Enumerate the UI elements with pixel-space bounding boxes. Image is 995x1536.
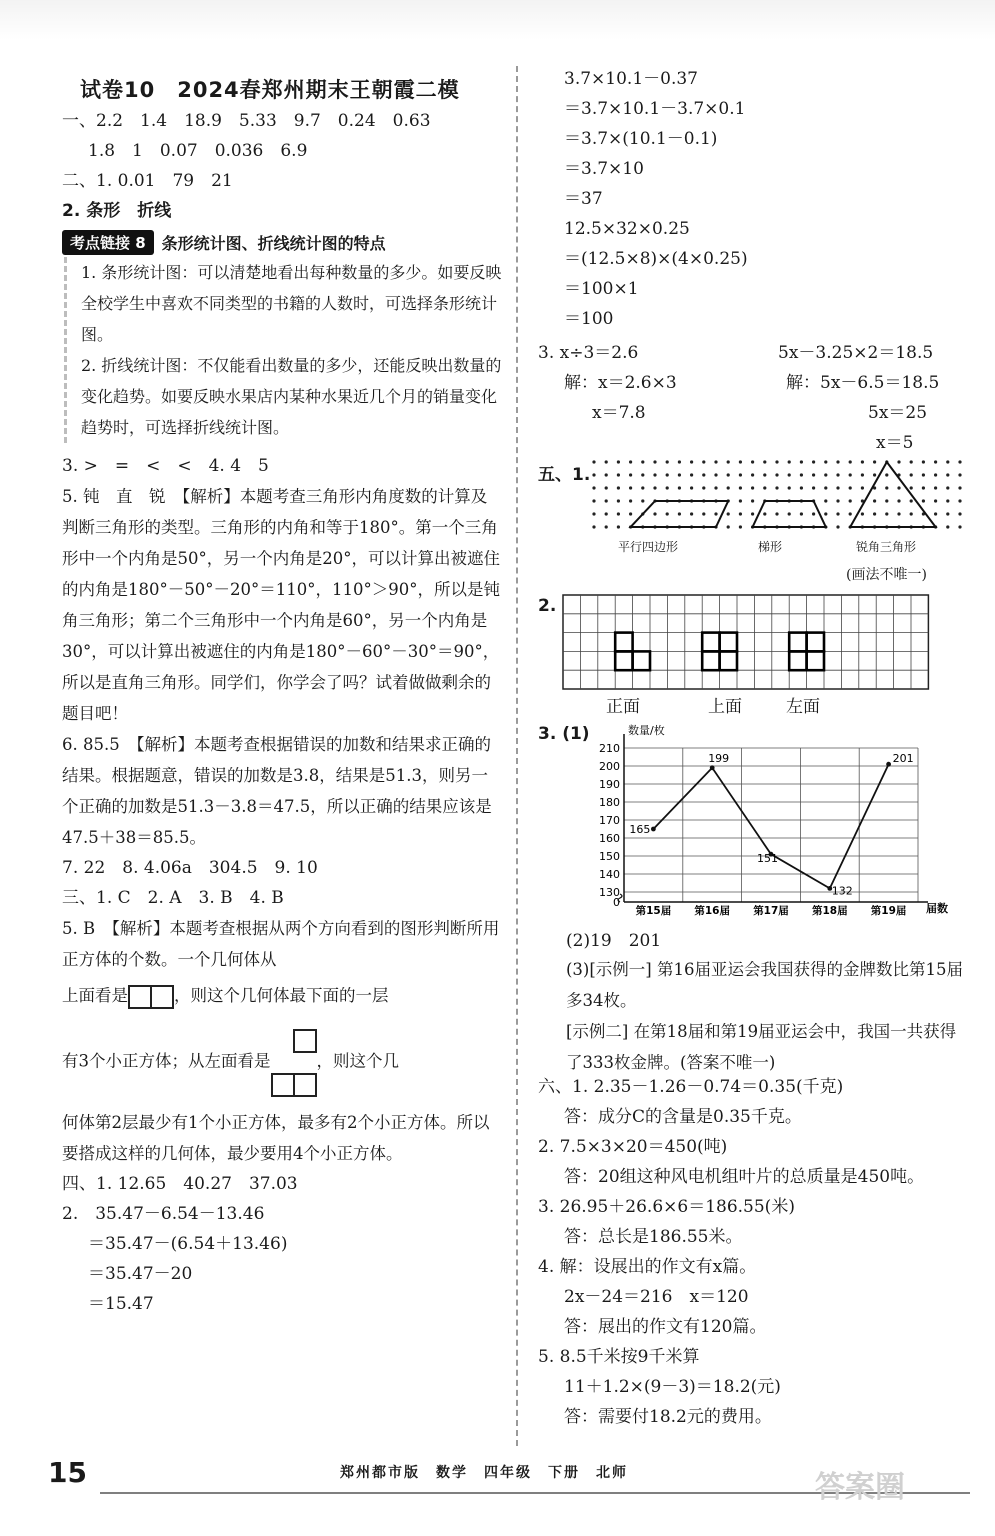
grid-dot <box>897 512 900 515</box>
grid-dot <box>800 460 803 463</box>
grid-dot <box>934 499 937 502</box>
grid-dot <box>946 486 949 489</box>
grid-dot <box>605 460 608 463</box>
chart-data-label: 165 <box>629 823 651 836</box>
chart-ytick-label: 190 <box>599 778 620 791</box>
chart-xtick-label: 第16届 <box>694 905 731 917</box>
grid-dot <box>727 486 730 489</box>
left-view-cell <box>789 651 806 670</box>
grid-dot <box>714 486 717 489</box>
chart-ytick-label: 150 <box>599 850 620 863</box>
equation-b-line-2: 解：5x－6.5＝18.5 <box>786 373 940 393</box>
page-number: 15 <box>48 1456 87 1489</box>
grid-dot <box>763 473 766 476</box>
grid-dot <box>836 460 839 463</box>
answer-5-3-3-example-1: (3)[示例一] 第16届亚运会我国获得的金牌数比第15届多34枚。 <box>566 960 963 1010</box>
view-label-front: 正面 <box>606 697 640 717</box>
section-6 <box>538 1072 924 1432</box>
grid-dot <box>958 512 961 515</box>
line-chart <box>588 720 968 920</box>
grid-dot <box>861 486 864 489</box>
calc-2-line-3: ＝100×1 <box>564 279 639 299</box>
grid-dot <box>897 499 900 502</box>
grid-dot <box>678 486 681 489</box>
grid-dot <box>629 473 632 476</box>
q5-1-label: 五、1. <box>538 465 591 485</box>
answer-6-5-calc: 11＋1.2×(9－3)＝18.2(元) <box>564 1377 781 1397</box>
grid-dot <box>739 473 742 476</box>
grid-dot <box>836 525 839 528</box>
grid-dot <box>824 460 827 463</box>
answer-6-1-reply: 答：成分C的含量是0.35千克。 <box>564 1107 802 1127</box>
grid-dot <box>958 473 961 476</box>
grid-dot <box>885 486 888 489</box>
answer-5-3-2: (2)19 201 <box>566 931 662 951</box>
grid-dot <box>885 473 888 476</box>
grid-dot <box>727 473 730 476</box>
grid-dot <box>751 460 754 463</box>
grid-dot <box>812 473 815 476</box>
grid-dot <box>641 499 644 502</box>
grid-dot <box>849 486 852 489</box>
grid-dot <box>629 512 632 515</box>
answer-6-1: 六、1. 2.35－1.26－0.74＝0.35(千克) <box>538 1077 844 1097</box>
grid-dot <box>922 460 925 463</box>
grid-dot <box>702 473 705 476</box>
chart-ylabel: 数量/枚 <box>628 724 665 737</box>
left-view-cell <box>807 651 824 670</box>
grid-dot <box>885 512 888 515</box>
grid-dot <box>739 460 742 463</box>
grid-dot <box>763 512 766 515</box>
answer-6-4: 4. 解：设展出的作文有x篇。 <box>538 1257 757 1277</box>
chart-series-line <box>653 764 888 888</box>
grid-dot <box>922 473 925 476</box>
grid-dot <box>617 525 620 528</box>
grid-dot <box>788 486 791 489</box>
column-divider <box>516 66 518 1446</box>
acute-triangle-shape <box>850 462 935 527</box>
calc-1-line-1: 3.7×10.1－0.37 <box>564 69 698 89</box>
calc-1-line-2: ＝3.7×10.1－3.7×0.1 <box>564 99 746 119</box>
knowledge-link-header <box>62 230 502 255</box>
grid-dot <box>849 473 852 476</box>
grid-dot <box>934 512 937 515</box>
grid-dot <box>641 460 644 463</box>
answer-3-1-4: 三、1. C 2. A 3. B 4. B <box>62 888 284 908</box>
grid-dot <box>934 460 937 463</box>
grid-dot <box>751 486 754 489</box>
grid-dot <box>666 512 669 515</box>
grid-dot <box>605 499 608 502</box>
answer-3-5-part-b <box>62 975 502 1017</box>
knowledge-point-1: 1. 条形统计图：可以清楚地看出每种数量的多少。如要反映全校学生中喜欢不同类型的书籍的人数时，可选择条形统计图。 <box>81 263 502 344</box>
front-view-cell <box>615 633 632 652</box>
watermark: 答案圈 <box>815 1470 905 1505</box>
grid-dot <box>690 473 693 476</box>
front-view-cell <box>615 651 632 670</box>
grid-dot <box>946 499 949 502</box>
grid-dot <box>873 460 876 463</box>
grid-dot <box>592 486 595 489</box>
equation-b-line-1: 5x－3.25×2＝18.5 <box>778 343 934 363</box>
left-view-cell <box>807 633 824 652</box>
grid-dot <box>617 512 620 515</box>
calc-1-line-4: ＝3.7×10 <box>564 159 644 179</box>
answer-3-5-part-c <box>62 1017 502 1107</box>
answer-4-1: 四、1. 12.65 40.27 37.03 <box>62 1174 298 1194</box>
grid-dot <box>592 512 595 515</box>
answer-6-4-equation: 2x－24＝216 x＝120 <box>564 1287 749 1307</box>
grid-dot <box>934 486 937 489</box>
grid-dot <box>812 460 815 463</box>
grid-dot <box>714 473 717 476</box>
chart-ytick-label: 0 <box>613 896 620 909</box>
grid-dot <box>739 499 742 502</box>
grid-dot <box>873 499 876 502</box>
calc-1-line-5: ＝37 <box>564 189 603 209</box>
answer-3-5-part-a: 5. B 【解析】本题考查根据从两个方向看到的图形判断所用正方体的个数。一个几何体从 <box>62 919 500 969</box>
grid-dot <box>690 486 693 489</box>
footer-text: 郑州都市版 数学 四年级 下册 北师 <box>340 1465 628 1481</box>
top-view-cell <box>720 651 737 670</box>
grid-dot <box>727 525 730 528</box>
grid-dot <box>629 499 632 502</box>
chart-data-label: 132 <box>831 884 853 898</box>
calc-2-line-4: ＝100 <box>564 309 614 329</box>
view-label-top: 上面 <box>708 697 742 717</box>
grid-dot <box>958 486 961 489</box>
equation-b-line-4: x＝5 <box>876 433 914 453</box>
grid-dot <box>824 486 827 489</box>
top-view-figure <box>128 986 174 1005</box>
grid-dot <box>702 460 705 463</box>
answer-2-2: 2. 条形 折线 <box>62 201 172 221</box>
grid-dot <box>714 460 717 463</box>
grid-dot <box>763 486 766 489</box>
grid-dot <box>592 460 595 463</box>
knowledge-link-box <box>64 257 502 443</box>
grid-dot <box>788 460 791 463</box>
front-view-cell <box>633 651 650 670</box>
right-column <box>538 64 968 334</box>
grid-dot <box>910 486 913 489</box>
grid-dot <box>690 512 693 515</box>
view-label-left: 左面 <box>786 697 820 717</box>
grid-dot <box>824 473 827 476</box>
grid-dot <box>775 512 778 515</box>
grid-dot <box>617 486 620 489</box>
answer-5-3-3-example-2: [示例二] 在第18届和第19届亚运会中，我国一共获得了333枚金牌。(答案不唯一) <box>566 1022 957 1072</box>
grid-dot <box>946 473 949 476</box>
chart-xlabel: 届数 <box>926 902 948 915</box>
grid-dot <box>946 525 949 528</box>
grid-dot <box>836 486 839 489</box>
grid-dot <box>775 460 778 463</box>
grid-dot <box>678 460 681 463</box>
answer-6-5: 5. 8.5千米按9千米算 <box>538 1347 700 1367</box>
chart-ytick-label: 210 <box>599 742 620 755</box>
grid-dot <box>678 512 681 515</box>
chart-point <box>651 827 656 832</box>
grid-dot <box>666 486 669 489</box>
calc-2-line-1: 12.5×32×0.25 <box>564 219 690 239</box>
top-view-text: 上面看是 <box>62 986 128 1005</box>
grid-dot <box>690 460 693 463</box>
grid-dot <box>812 512 815 515</box>
grid-dot <box>641 486 644 489</box>
grid-dot <box>958 499 961 502</box>
knowledge-link-tag: 考点链接 8 <box>62 230 154 255</box>
grid-dot <box>824 512 827 515</box>
chart-data-label: 199 <box>708 751 730 765</box>
q5-3-label: 3. (1) <box>538 724 590 744</box>
grid-dot <box>653 486 656 489</box>
grid-dot <box>897 486 900 489</box>
chart-xtick-label: 第17届 <box>753 905 789 917</box>
shape-label-trapezoid: 梯形 <box>758 540 783 554</box>
chart-ytick-label: 140 <box>599 868 620 881</box>
three-views-grid <box>562 594 942 694</box>
top-view-cell <box>702 651 719 670</box>
grid-dot <box>666 473 669 476</box>
equation-b-line-3: 5x＝25 <box>868 403 928 423</box>
calc-1-line-3: ＝3.7×(10.1－0.1) <box>564 129 718 149</box>
left-view-text: 有3个小正方体；从左面看是 <box>62 1051 271 1071</box>
page-top-edge <box>0 0 995 40</box>
grid-dot <box>751 512 754 515</box>
grid-dot <box>605 525 608 528</box>
equation-a-line-2: 解：x＝2.6×3 <box>564 373 677 393</box>
grid-dot <box>824 499 827 502</box>
bottom-layer-text: ，则这个几何体最下面的一层 <box>174 986 389 1005</box>
grid-dot <box>592 473 595 476</box>
top-view-cell <box>702 633 719 652</box>
grid-dot <box>727 460 730 463</box>
grid-dot <box>617 460 620 463</box>
grid-dot <box>958 460 961 463</box>
grid-dot <box>629 486 632 489</box>
answer-2-5: 5. 钝 直 锐 【解析】本题考查三角形内角度数的计算及判断三角形的类型。三角形的内角和等于180°。第一个三角形中一个内角是50°，另一个内角是20°，可以计算出被遮住的内角是180°－50°－20°＝110°，110°＞90°，所以是钝角三角形；第二个三角形中一个内角是60°，另一个内角是30°，可以计算出被遮住的内角是180°－60°－30°＝90°，所以是直角三角形。同学们，你学会了吗？试着做做剩余的题目吧！ <box>62 487 500 723</box>
grid-dot <box>629 460 632 463</box>
grid-dot <box>739 486 742 489</box>
grid-dot <box>653 512 656 515</box>
grid-dot <box>751 499 754 502</box>
grid-dot <box>934 473 937 476</box>
grid-dot <box>910 473 913 476</box>
page-title: 试卷10 2024春郑州期末王朝霞二模 <box>80 78 460 102</box>
view-grid-border <box>563 595 928 689</box>
grid-dot <box>910 512 913 515</box>
left-view-figure <box>271 1017 317 1107</box>
grid-dot <box>739 512 742 515</box>
answer-2-3-4: 3. > = < < 4. 4 5 <box>62 456 269 476</box>
answer-2-7-9: 7. 22 8. 4.06a 304.5 9. 10 <box>62 858 318 878</box>
answer-6-5-reply: 答：需要付18.2元的费用。 <box>564 1407 772 1427</box>
chart-ytick-label: 130 <box>599 886 620 899</box>
grid-dot <box>958 525 961 528</box>
drawing-note: (画法不唯一) <box>846 567 927 583</box>
knowledge-link-title: 条形统计图、折线统计图的特点 <box>161 234 386 253</box>
answer-6-2: 2. 7.5×3×20＝450(吨) <box>538 1137 728 1157</box>
grid-dot <box>910 499 913 502</box>
grid-dot <box>605 473 608 476</box>
grid-dot <box>714 512 717 515</box>
grid-dot <box>592 525 595 528</box>
grid-dot <box>641 473 644 476</box>
grid-dot <box>849 499 852 502</box>
grid-dot <box>617 473 620 476</box>
grid-dot <box>861 473 864 476</box>
calc-4-2-line-3: ＝35.47－20 <box>88 1264 193 1284</box>
q5-2-label: 2. <box>538 596 557 616</box>
grid-dot <box>849 460 852 463</box>
grid-dot <box>666 460 669 463</box>
left-view-after: ，则这个几 <box>316 1051 399 1071</box>
equation-a-line-1: 3. x÷3＝2.6 <box>538 343 639 363</box>
grid-dot <box>788 512 791 515</box>
chart-data-label: 201 <box>892 752 914 766</box>
chart-data-label: 151 <box>757 852 778 866</box>
grid-dot <box>653 460 656 463</box>
chart-xtick-label: 第15届 <box>635 905 672 917</box>
chart-xtick-label: 第18届 <box>811 905 848 917</box>
grid-dot <box>617 499 620 502</box>
top-view-cell <box>720 633 737 652</box>
chart-ytick-label: 170 <box>599 814 620 827</box>
grid-dot <box>678 473 681 476</box>
grid-dot <box>861 512 864 515</box>
knowledge-point-2: 2. 折线统计图：不仅能看出数量的多少，还能反映出数量的变化趋势。如要反映水果店内某种水果近几个月的销量变化趋势时，可选择折线统计图。 <box>81 356 502 437</box>
grid-dot <box>751 473 754 476</box>
equation-a-line-3: x＝7.8 <box>592 403 646 423</box>
chart-xtick-label: 第19届 <box>870 905 907 917</box>
answer-3-5-part-d: 何体第2层最少有1个小正方体，最多有2个小正方体。所以要搭成这样的几何体，最少要用4个小正方体。 <box>62 1113 490 1163</box>
grid-dot <box>739 525 742 528</box>
grid-dot <box>702 512 705 515</box>
left-column <box>62 106 502 1319</box>
grid-dot <box>800 473 803 476</box>
answer-1-line-2: 1.8 1 0.07 0.036 6.9 <box>88 141 308 161</box>
answer-6-3: 3. 26.95＋26.6×6＝186.55(米) <box>538 1197 795 1217</box>
chart-ytick-label: 200 <box>599 760 620 773</box>
grid-dot <box>727 512 730 515</box>
calc-2-line-2: ＝(12.5×8)×(4×0.25) <box>564 249 748 269</box>
answer-1-line-1: 一、2.2 1.4 18.9 5.33 9.7 0.24 0.63 <box>62 111 431 131</box>
answer-6-4-reply: 答：展出的作文有120篇。 <box>564 1317 767 1337</box>
grid-dot <box>836 473 839 476</box>
calc-4-2-line-2: ＝35.47－(6.54＋13.46) <box>88 1234 288 1254</box>
answer-2-6: 6. 85.5 【解析】本题考查根据错误的加数和结果求正确的结果。根据题意，错误的加数是3.8，结果是51.3，则另一个正确的加数是51.3－3.8＝47.5，所以正确的结果应该是47.5＋38＝85.5。 <box>62 735 492 847</box>
calc-4-2-line-4: ＝15.47 <box>88 1294 154 1314</box>
shape-label-parallelogram: 平行四边形 <box>618 540 679 554</box>
grid-dot <box>873 512 876 515</box>
grid-dot <box>836 499 839 502</box>
grid-dot <box>861 460 864 463</box>
grid-dot <box>775 486 778 489</box>
grid-dot <box>922 499 925 502</box>
grid-dot <box>775 473 778 476</box>
grid-dot <box>897 460 900 463</box>
grid-dot <box>849 512 852 515</box>
grid-dot <box>946 512 949 515</box>
grid-dot <box>788 473 791 476</box>
chart-ytick-label: 180 <box>599 796 620 809</box>
grid-dot <box>592 499 595 502</box>
grid-dot <box>653 473 656 476</box>
grid-dot <box>873 473 876 476</box>
answer-2-1: 二、1. 0.01 79 21 <box>62 171 233 191</box>
grid-dot <box>812 486 815 489</box>
chart-point <box>886 762 891 767</box>
grid-dot <box>910 460 913 463</box>
chart-ytick-label: 160 <box>599 832 620 845</box>
grid-dot <box>702 486 705 489</box>
answer-6-3-reply: 答：总长是186.55米。 <box>564 1227 743 1247</box>
dot-grid-figure <box>588 456 968 538</box>
grid-dot <box>763 460 766 463</box>
grid-dot <box>885 499 888 502</box>
grid-dot <box>946 460 949 463</box>
chart-point <box>710 765 715 770</box>
left-view-cell <box>789 633 806 652</box>
grid-dot <box>605 512 608 515</box>
shape-label-acute-triangle: 锐角三角形 <box>856 540 917 554</box>
grid-dot <box>800 486 803 489</box>
answer-6-2-reply: 答：20组这种风电机组叶片的总质量是450吨。 <box>564 1167 925 1187</box>
grid-dot <box>922 486 925 489</box>
grid-dot <box>605 486 608 489</box>
grid-dot <box>836 512 839 515</box>
calc-4-2-line-1: 2. 35.47－6.54－13.46 <box>62 1204 265 1224</box>
grid-dot <box>800 512 803 515</box>
